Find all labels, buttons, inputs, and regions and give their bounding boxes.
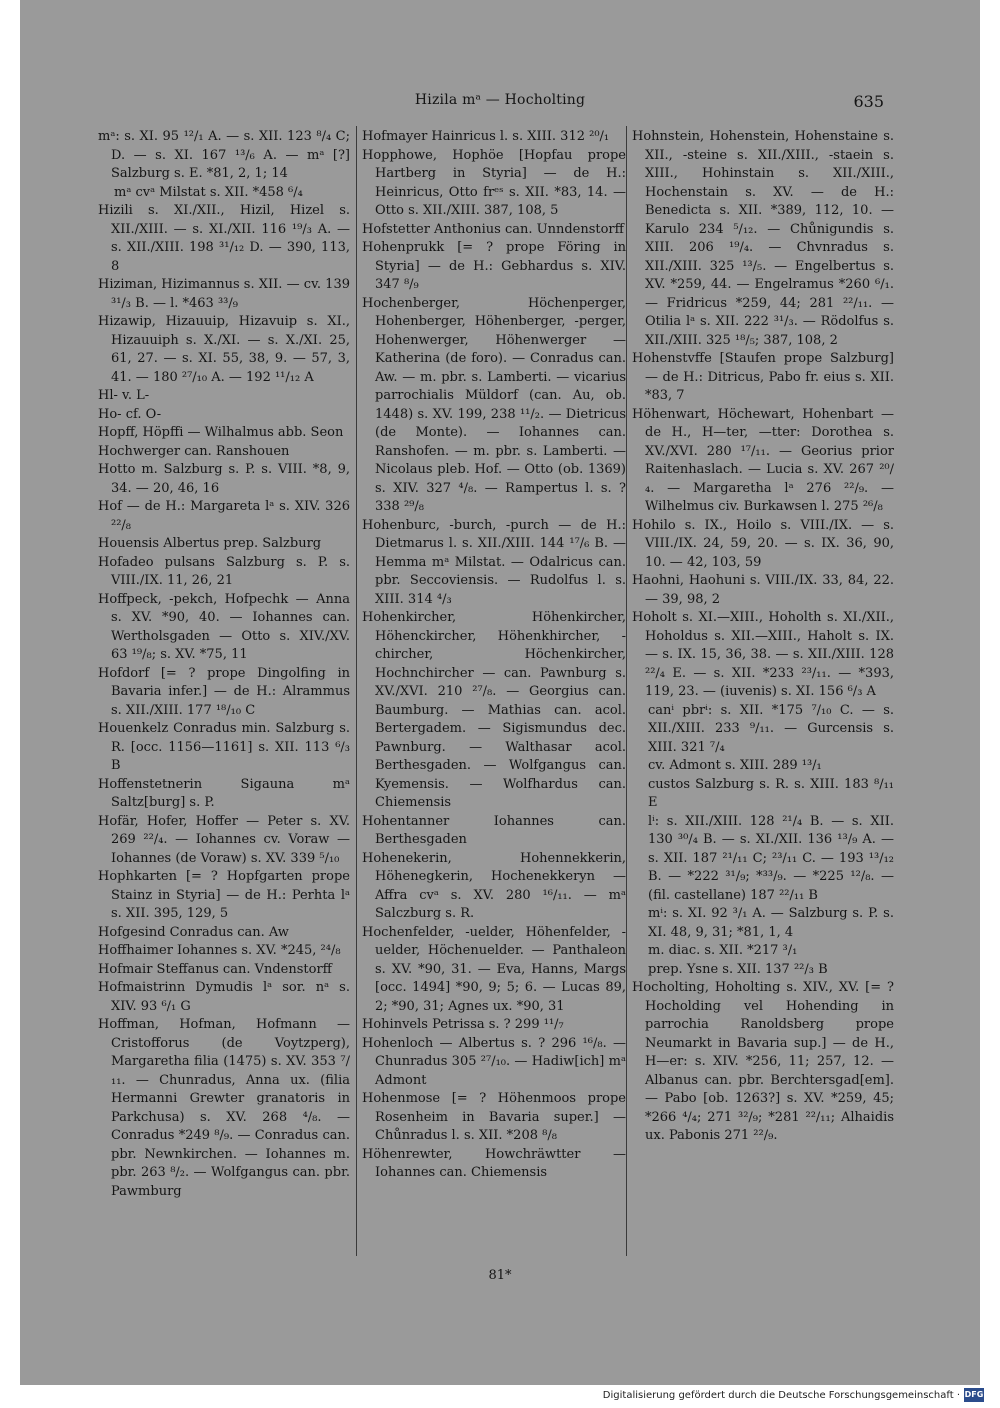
index-entry: Hizili s. XI./XII., Hizil, Hizel s. XII./XIII. — s. XI./XII. 116 ¹⁹/₃ A. — s. XII./XIII. 198 ³¹/₁₂ D. — 390, 113, 8 [98, 203, 350, 274]
running-header [20, 92, 980, 114]
index-entry: Hohenstvffe [Staufen prope Salzburg] — de H.: Ditricus, Pabo fr. eius s. XII. *83, 7 [632, 351, 894, 403]
index-entry: Höhenwart, Höchewart, Hohenbart — de H., H—ter, —tter: Dorothea s. XV./XVI. 280 ¹⁷/₁₁. — Georius prior Raitenhaslach. — Lucia s. XV. 267 ²⁰/₄. — Margaretha lᵃ 276 ²²/₉. — Wilhelmus civ. Burkawsen l. 275 ²⁶/₈ [632, 406, 894, 514]
index-entry: mᵃ: s. XI. 95 ¹²/₁ A. — s. XII. 123 ⁸/₄ C; D. — s. XI. 167 ¹³/₆ A. — mᵃ [?] Salzburg s. E. *81, 2, 1; 14 [98, 129, 350, 181]
running-title: Hizila mᵃ — Hocholting [414, 92, 586, 108]
index-entry: Houenkelz Conradus min. Salzburg s. R. [occ. 1156—1161] s. XII. 113 ⁶/₃ B [98, 721, 350, 773]
column-left [98, 128, 350, 1268]
footer-bar [0, 1385, 1000, 1408]
index-entry: prep. Ysne s. XII. 137 ²²/₃ B [648, 961, 828, 977]
column-divider [356, 126, 357, 1256]
index-entry: m. diac. s. XII. *217 ³/₁ [648, 943, 798, 958]
index-entry: Höhenrewter, Howchräwtter — Iohannes can. Chiemensis [362, 1146, 626, 1180]
index-entry: Hohenloch — Albertus s. ? 296 ¹⁶/₈. — Chunradus 305 ²⁷/₁₀. — Hadiw[ich] mᵃ Admont [362, 1035, 626, 1088]
index-entry: canⁱ pbrⁱ: s. XII. *175 ⁷/₁₀ C. — s. XII./XIII. 233 ⁹/₁₁. — Gurcensis s. XIII. 321 ⁷/₄ [648, 702, 894, 755]
index-entry: Hohentanner Iohannes can. Berthesgaden [362, 813, 626, 847]
index-entry: Hofär, Hofer, Hoffer — Peter s. XV. 269 ²²/₄. — Iohannes cv. Voraw — Iohannes (de Voraw) s. XV. 339 ⁵/₁₀ [98, 813, 350, 866]
index-entry: Hotto m. Salzburg s. P. s. VIII. *8, 9, 34. — 20, 46, 16 [98, 462, 350, 496]
signature-mark: 81* [488, 1268, 512, 1283]
index-entry: Hizawip, Hizauuip, Hizavuip s. XI., Hizauuiph s. X./XI. — s. X./XI. 25, 61, 27. — s. XI. 55, 38, 9. — 57, 3, 41. — 180 ²⁷/₁₀ A. — 192 ¹¹/₁₂ A [98, 314, 350, 385]
index-entry: Hohilo s. IX., Hoilo s. VIII./IX. — s. VIII./IX. 24, 59, 20. — s. IX. 36, 90, 10. — 42, 103, 59 [632, 517, 894, 570]
column-right [632, 128, 894, 1268]
index-entry: mᵃ cvᵃ Milstat s. XII. *458 ⁶/₄ [114, 184, 303, 200]
index-entry: Hofmair Steffanus can. Vndenstorff [98, 961, 332, 977]
index-entry: Haohni, Haohuni s. VIII./IX. 33, 84, 22. — 39, 98, 2 [632, 573, 894, 607]
column-middle [362, 128, 626, 1268]
index-entry: Hofadeo pulsans Salzburg s. P. s. VIII./IX. 11, 26, 21 [98, 554, 350, 588]
index-entry: Hiziman, Hizimannus s. XII. — cv. 139 ³¹/₃ B. — l. *463 ³³/₉ [98, 277, 350, 311]
funding-notice: Digitalisierung gefördert durch die Deutsche Forschungsgemeinschaft · [602, 1390, 960, 1401]
index-entry: Hl- v. L- [98, 388, 150, 403]
index-entry: Hochenfelder, -uelder, Höhenfelder, -uelder, Höchenuelder. — Panthaleon s. XV. *90, 31. — Eva, Hanns, Margs [occ. 1494] *90, 9; 5; 6. — Lucas 89, 2; *90, 31; Agnes ux. *90, 31 [362, 924, 626, 1014]
index-entry: Hoffenstetnerin Sigauna mᵃ Saltz[burg] s. P. [98, 776, 350, 810]
scanned-page [20, 0, 980, 1385]
index-entry: Hohenprukk [= ? prope Föring in Styria] — de H.: Gebhardus s. XIV. 347 ⁸/₉ [362, 240, 626, 292]
index-entry: Hoffman, Hofman, Hofmann — Cristofforus (de Voytzperg), Margaretha filia (1475) s. XV. 353 ⁷/₁₁. — Chunradus, Anna ux. (filia Hermanni Grewter granatoris in Parkchusa) s. XV. 268 ⁴/₈. — Conradus *249 ⁸/₉. — Conradus can. pbr. Newnkirchen. — Iohannes m. pbr. 263 ⁸/₂. — Wolfgangus can. pbr. Pawmburg [98, 1017, 350, 1199]
index-entry: Hof — de H.: Margareta lᵃ s. XIV. 326 ²²/₈ [98, 499, 350, 533]
index-entry: Hofstetter Anthonius can. Unndenstorff [362, 221, 624, 237]
index-entry: mⁱ: s. XI. 92 ³/₁ A. — Salzburg s. P. s. XI. 48, 9, 31; *81, 1, 4 [648, 906, 894, 940]
index-entry: Hopff, Höpffi — Wilhalmus abb. Seon [98, 425, 344, 440]
index-entry: Hofmayer Hainricus l. s. XIII. 312 ²⁰/₁ [362, 129, 610, 144]
index-entry: Hofdorf [= ? prope Dingolfing in Bavaria infer.] — de H.: Alrammus s. XII./XIII. 177 ¹⁸/₁₀ C [98, 665, 350, 718]
page-number: 635 [853, 92, 884, 111]
index-entry: Hohinvels Petrissa s. ? 299 ¹¹/₇ [362, 1017, 564, 1032]
index-entry: Houensis Albertus prep. Salzburg [98, 536, 322, 551]
index-entry: Hohnstein, Hohenstein, Hohenstaine s. XII., -steine s. XII./XIII., -staein s. XIII., Hohinstain s. XII./XIII., Hochenstain s. XV. — de H.: Benedicta s. XII. *389, 112, 10. — Karulo 234 ⁵/₁₂. — Chůnigundis s. XIII. 206 ¹⁹/₄. — Chvnradus s. XII./XIII. 325 ¹³/₅. — Engelbertus s. XV. *259, 44. — Engelramus *260 ⁶/₁. — Fridricus *259, 44; 281 ²²/₁₁. — Otilia lᵃ s. XII. 222 ³¹/₃. — Rödolfus s. XII./XIII. 325 ¹⁸/₅; 387, 108, 2 [632, 129, 894, 348]
index-entry: Hocholting, Hoholting s. XIV., XV. [= ? Hocholding vel Hohending in parrochia Ranoldsberg prope Neumarkt in Bavaria sup.] — de H., H—er: s. XIV. *256, 11; 257, 12. — Albanus can. pbr. Berchtersgad[em]. — Pabo [ob. 1263?] s. XV. *259, 45; *266 ⁴/₄; 271 ³²/₉; *281 ²²/₁₁; Alhaidis ux. Pabonis 271 ²²/₉. [632, 980, 894, 1143]
index-entry: Hopphowe, Hophöe [Hopfau prope Hartberg in Styria] — de H.: Heinricus, Otto frᵉˢ s. XII. *83, 14. — Otto s. XII./XIII. 387, 108, 5 [362, 147, 626, 218]
index-entry: Hophkarten [= ? Hopfgarten prope Stainz in Styria] — de H.: Perhta lᵃ s. XII. 395, 129, 5 [98, 869, 350, 921]
index-entry: Hofmaistrinn Dymudis lᵃ sor. nᵃ s. XIV. 93 ⁶/₁ G [98, 980, 350, 1014]
column-divider [626, 126, 627, 1256]
index-entry: Hohenkircher, Höhenkircher, Höhenckircher, Höhenkhircher, -chircher, Höchenkircher, Hochnchircher — can. Pawnburg s. XV./XVI. 210 ²⁷/₈. — Georgius can. Baumburg. — Mathias can. acol. Bertergadem. — Sigismundus dec. Pawnburg. — Walthasar acol. Berthesgaden. — Wolfgangus can. Kyemensis. — Wolfhardus can. Chiemensis [362, 610, 626, 810]
index-entry: Hochenberger, Höchenperger, Hohenberger, Höhenberger, -perger, Hohenwerger, Höhenwerger — Katherina (de foro). — Conradus can. Aw. — m. pbr. s. Lamberti. — vicarius parrochialis Müldorf (can. Au, ob. 1448) s. XV. 199, 238 ¹¹/₂. — Dietricus (de Monte). — Iohannes can. Ranshofen. — m. pbr. s. Lamberti. — Nicolaus pleb. Hof. — Otto (ob. 1369) s. XIV. 327 ⁴/₈. — Rampertus l. s. ? 338 ²⁹/₈ [362, 295, 626, 514]
index-entry: custos Salzburg s. R. s. XIII. 183 ⁸/₁₁ E [648, 776, 894, 810]
index-entry: Hoffpeck, -pekch, Hofpechk — Anna s. XV. *90, 40. — Iohannes can. Wertholsgaden — Otto s. XIV./XV. 63 ¹⁹/₈; s. XV. *75, 11 [98, 591, 350, 662]
index-entry: Hofgesind Conradus can. Aw [98, 924, 289, 940]
index-entry: Hoffhaimer Iohannes s. XV. *245, ²⁴/₈ [98, 943, 341, 958]
index-entry: Hohenekerin, Hohennekkerin, Höhenegkerin, Hochenekkeryn — Affra cvᵃ s. XV. 280 ¹⁶/₁₁. — mᵃ Salczburg s. R. [362, 850, 626, 921]
index-entry: Hohenburc, -burch, -purch — de H.: Dietmarus l. s. XII./XIII. 144 ¹⁷/₆ B. — Hemma mᵃ Milstat. — Odalricus can. pbr. Seccoviensis. — Rudolfus l. s. XIII. 314 ⁴/₃ [362, 517, 626, 607]
index-entry: lⁱ: s. XII./XIII. 128 ²¹/₄ B. — s. XII. 130 ³⁰/₄ B. — s. XI./XII. 136 ¹³/₉ A. — s. XII. 187 ²¹/₁₁ C; ²³/₁₁ C. — 193 ¹³/₁₂ B. — *222 ³¹/₉; *³³/₉. — *225 ¹²/₈. — (fil. castellane) 187 ²²/₁₁ B [648, 813, 894, 903]
index-entry: Ho- cf. O- [98, 406, 162, 422]
index-entry: Hochwerger can. Ranshouen [98, 443, 290, 459]
index-entry: cv. Admont s. XIII. 289 ¹³/₁ [648, 758, 822, 773]
index-entry: Hohenmose [= ? Höhenmoos prope Rosenheim in Bavaria super.] — Chůnradus l. s. XII. *208 ⁸/₈ [362, 1091, 626, 1143]
index-entry: Hoholt s. XI.—XIII., Hoholth s. XI./XII., Hoholdus s. XII.—XIII., Haholt s. IX. — s. IX. 15, 36, 38. — s. XII./XIII. 128 ²²/₄ E. — s. XII. *233 ²³/₁₁. — *393, 119, 23. — (iuvenis) s. XI. 156 ⁶/₃ A [632, 610, 894, 699]
dfg-logo: DFG [964, 1388, 984, 1402]
